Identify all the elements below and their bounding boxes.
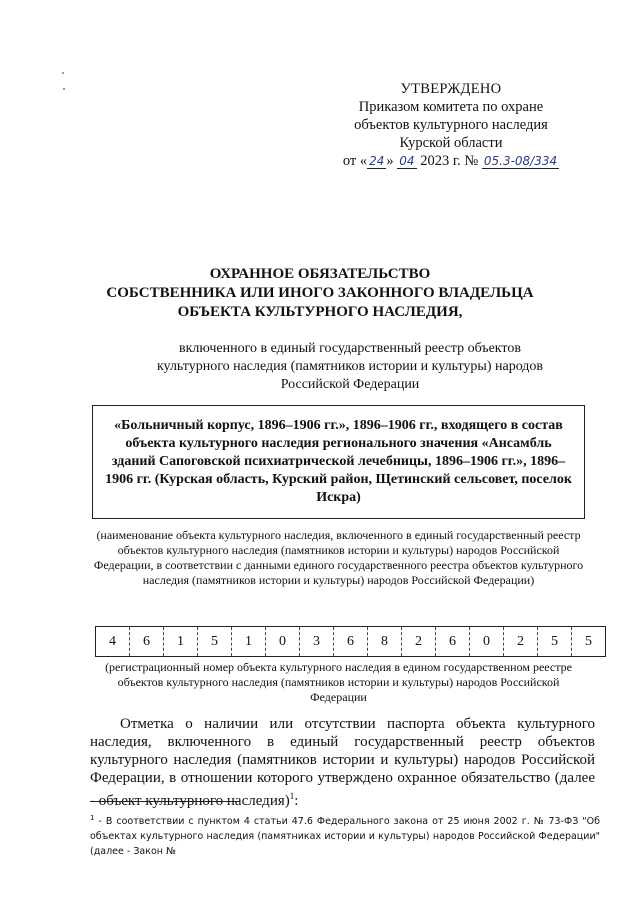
approval-line: Курской области <box>399 135 503 151</box>
approval-line: объектов культурного наследия <box>354 117 548 133</box>
date-mid: » <box>386 153 394 169</box>
registration-number-grid <box>95 626 606 657</box>
registration-number-caption: (регистрационный номер объекта культурного наследия в едином государственном реестре объектов культурного наследия (памятников истории и культуры) народов Российской Федерации <box>105 660 572 704</box>
registration-digit-cell: 6 <box>334 627 368 656</box>
registration-digit-cell: 6 <box>130 627 164 656</box>
object-name: «Больничный корпус, 1896–1906 гг.», 1896–1906 гг., входящего в состав объекта культурного наследия регионального значения «Ансамбль зданий Сапоговской психиатрической лечебницы, 1896–1906 гг.», 1896–1906 гг. (Курская область, Курский район, Щетинский сельсовет, поселок Искра) <box>105 418 572 505</box>
title-line: СОБСТВЕННИКА ИЛИ ИНОГО ЗАКОННОГО ВЛАДЕЛЬЦА <box>106 285 534 301</box>
approval-heading: УТВЕРЖДЕНО <box>400 81 502 97</box>
footnote-text: - В соответствии с пунктом 4 статьи 47.6 Федерального закона от 25 июня 2002 г. № 73-ФЗ "Об объектах культурного наследия (памятниках истории и культуры) народов Российской Федерации" (далее - Закон № <box>90 816 600 858</box>
footnote-mark: 1 <box>90 814 95 822</box>
document-number: 05.3-08/334 <box>483 154 558 168</box>
registration-digit-cell: 0 <box>266 627 300 656</box>
footnote-divider <box>90 801 240 802</box>
registration-digit-cell: 5 <box>585 633 592 649</box>
body-end: : <box>294 793 299 809</box>
date-prefix: от « <box>342 153 368 169</box>
body-text: Отметка о наличии или отсутствии паспорта объекта культурного наследия, включенного в единый государственный реестр объектов культурного наследия (памятников истории и культуры) народов Российской Федерации, в отношении которого утверждено охранное обязательство (далее - объект культурного наследия) <box>90 716 595 809</box>
registration-digit-cell: 2 <box>504 627 538 656</box>
document-subtitle: включенного в единый государственный реестр объектов культурного наследия (памятников истории и культуры) народов Российской Федерации <box>156 341 544 392</box>
title-line: ОХРАННОЕ ОБЯЗАТЕЛЬСТВО <box>209 266 431 282</box>
date-day: 24 <box>369 154 385 168</box>
body-paragraph <box>90 715 595 810</box>
scan-speck <box>62 72 64 74</box>
registration-digit-cell: 6 <box>436 627 470 656</box>
date-year: 2023 г. № <box>420 153 479 169</box>
registration-digit-cell: 1 <box>232 627 266 656</box>
registration-digit-cell: 3 <box>300 627 334 656</box>
approval-date-line <box>316 152 586 170</box>
object-name-caption: (наименование объекта культурного наследия, включенного в единый государственный реестр объектов культурного наследия (памятников истории и культуры) народов Российской Федерации, в соответствии с данными единого государственного реестра объектов культурного наследия (памятников истории и культуры) народов Российской Федерации) <box>93 528 584 587</box>
scan-speck <box>63 88 65 90</box>
approval-stamp <box>316 80 586 170</box>
registration-digit-cell: 1 <box>164 627 198 656</box>
document-title <box>0 265 640 322</box>
registration-digit-cell: 4 <box>96 627 130 656</box>
footnote <box>90 811 600 859</box>
registration-digit-cell: 2 <box>402 627 436 656</box>
approval-line: Приказом комитета по охране <box>358 99 544 115</box>
footnote-ref: 1 <box>289 791 295 801</box>
registration-digit-cell: 0 <box>470 627 504 656</box>
object-name-box <box>92 405 585 519</box>
date-month: 04 <box>399 154 415 168</box>
registration-digit-cell: 5 <box>198 627 232 656</box>
registration-digit-cell: 5 <box>538 627 572 656</box>
title-line: ОБЪЕКТА КУЛЬТУРНОГО НАСЛЕДИЯ, <box>177 304 463 320</box>
registration-digit-cell: 8 <box>368 627 402 656</box>
